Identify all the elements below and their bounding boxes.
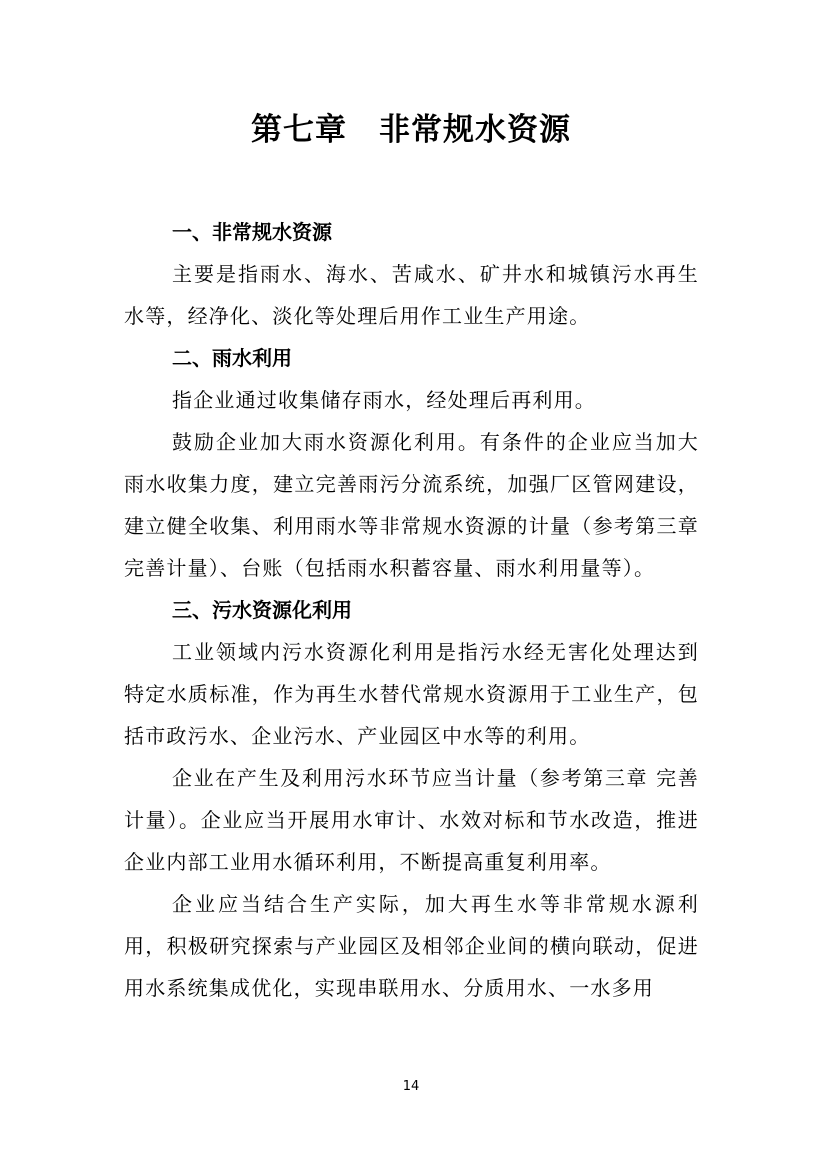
- paragraph: 企业在产生及利用污水环节应当计量（参考第三章 完善计量）。企业应当开展用水审计、水效对标和节水改造，推进企业内部工业用水循环利用，不断提高重复利用率。: [124, 766, 699, 874]
- chapter-title: 第七章 非常规水资源: [251, 112, 571, 148]
- paragraph: 工业领域内污水资源化利用是指污水经无害化处理达到特定水质标准，作为再生水替代常规水资源用于工业生产，包括市政污水、企业污水、产业园区中水等的利用。: [124, 640, 699, 748]
- chapter-body: [124, 211, 699, 1009]
- section-heading: 三、污水资源化利用: [172, 598, 352, 622]
- section-unconventional-water: [124, 211, 699, 337]
- section-heading: 一、非常规水资源: [172, 220, 332, 244]
- section-heading: 二、雨水利用: [172, 346, 292, 370]
- paragraph: 企业应当结合生产实际，加大再生水等非常规水源利用，积极研究探索与产业园区及相邻企业间的横向联动，促进用水系统集成优化，实现串联用水、分质用水、一水多用: [124, 892, 699, 1000]
- paragraph: 鼓励企业加大雨水资源化利用。有条件的企业应当加大雨水收集力度，建立完善雨污分流系统，加强厂区管网建设，建立健全收集、利用雨水等非常规水资源的计量（参考第三章 完善计量）、台账（包括雨水积蓄容量、雨水利用量等）。: [124, 430, 699, 580]
- paragraph: 指企业通过收集储存雨水，经处理后再利用。: [172, 388, 596, 412]
- paragraph: 主要是指雨水、海水、苦咸水、矿井水和城镇污水再生水等，经净化、淡化等处理后用作工业生产用途。: [124, 262, 699, 328]
- page-number: 14: [402, 1079, 420, 1094]
- section-rainwater-use: [124, 337, 699, 589]
- section-wastewater-reuse: [124, 589, 699, 1009]
